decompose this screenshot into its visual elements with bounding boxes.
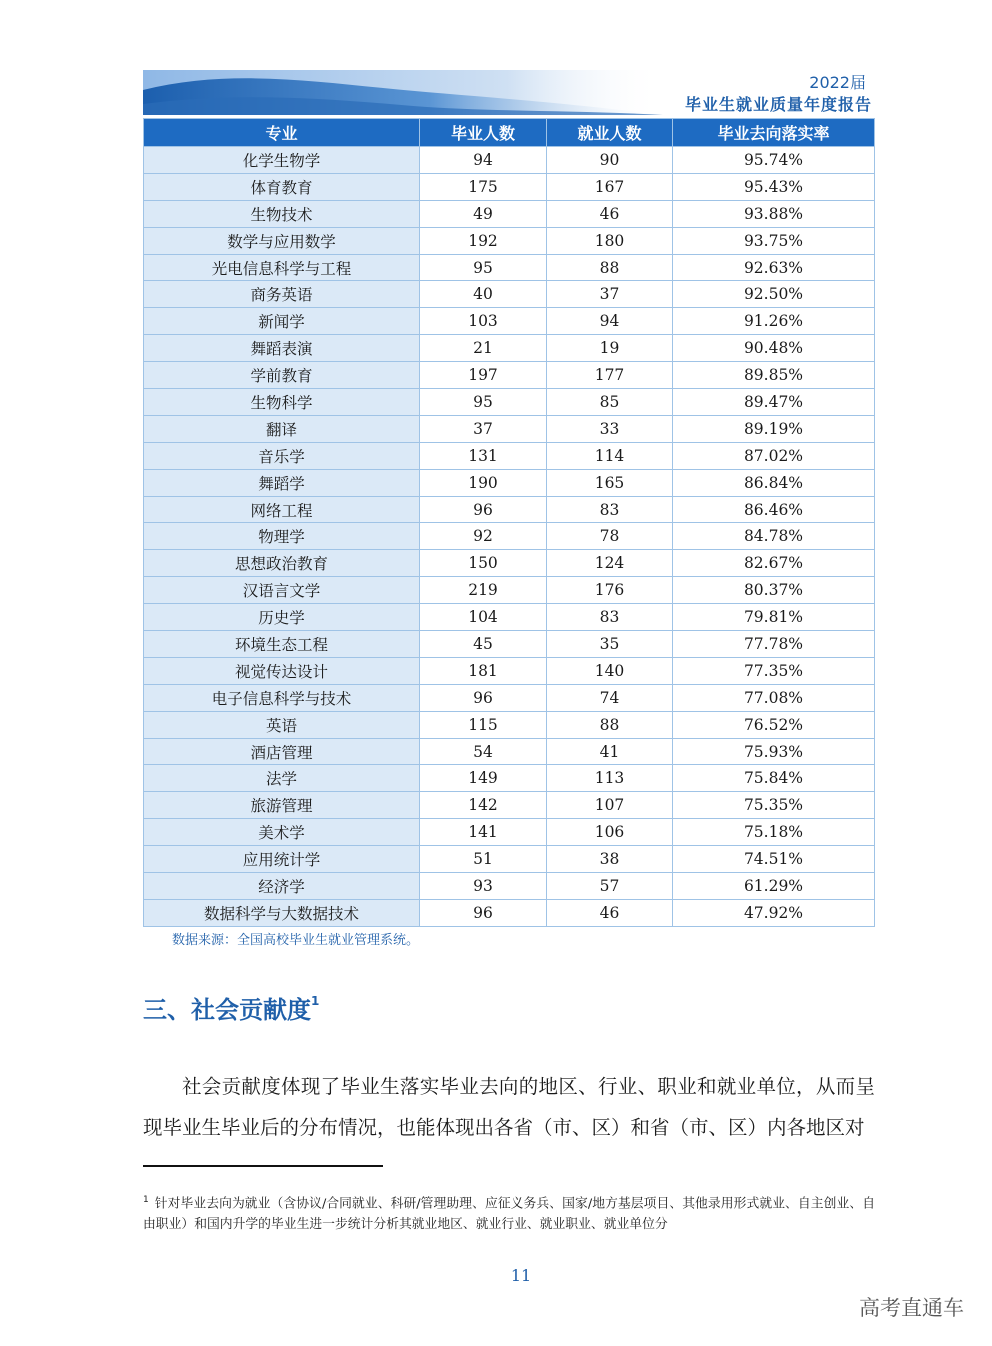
table-row — [144, 684, 875, 711]
table-row — [144, 389, 875, 416]
cell-graduates: 103 — [420, 308, 547, 335]
table-row — [144, 577, 875, 604]
employment-rate-table — [143, 118, 875, 927]
cell-rate: 75.93% — [673, 738, 875, 765]
cell-major: 生物技术 — [144, 200, 420, 227]
cell-major: 汉语言文学 — [144, 577, 420, 604]
cell-graduates: 95 — [420, 254, 547, 281]
cell-major: 生物科学 — [144, 389, 420, 416]
cell-rate: 92.50% — [673, 281, 875, 308]
cell-rate: 47.92% — [673, 899, 875, 926]
cell-major: 历史学 — [144, 604, 420, 631]
cell-graduates: 197 — [420, 362, 547, 389]
cell-graduates: 104 — [420, 604, 547, 631]
cell-major: 化学生物学 — [144, 147, 420, 174]
cell-major: 体育教育 — [144, 173, 420, 200]
cell-rate: 90.48% — [673, 335, 875, 362]
cell-major: 数据科学与大数据技术 — [144, 899, 420, 926]
table-row — [144, 657, 875, 684]
table-row — [144, 173, 875, 200]
cell-employed: 106 — [547, 819, 673, 846]
cell-graduates: 115 — [420, 711, 547, 738]
cell-major: 商务英语 — [144, 281, 420, 308]
cell-rate: 74.51% — [673, 846, 875, 873]
cell-major: 思想政治教育 — [144, 550, 420, 577]
footnote — [143, 1190, 875, 1235]
cell-rate: 77.08% — [673, 684, 875, 711]
cell-employed: 33 — [547, 415, 673, 442]
cell-rate: 95.43% — [673, 173, 875, 200]
table-row — [144, 846, 875, 873]
cell-rate: 91.26% — [673, 308, 875, 335]
cell-graduates: 149 — [420, 765, 547, 792]
table-row — [144, 496, 875, 523]
cell-graduates: 181 — [420, 657, 547, 684]
cell-major: 旅游管理 — [144, 792, 420, 819]
cell-rate: 87.02% — [673, 442, 875, 469]
table-row — [144, 711, 875, 738]
table-body — [144, 147, 875, 927]
cell-employed: 74 — [547, 684, 673, 711]
table-row — [144, 631, 875, 658]
cell-major: 物理学 — [144, 523, 420, 550]
cell-graduates: 94 — [420, 147, 547, 174]
table-row — [144, 738, 875, 765]
cell-employed: 176 — [547, 577, 673, 604]
cell-major: 视觉传达设计 — [144, 657, 420, 684]
cell-graduates: 96 — [420, 899, 547, 926]
cell-graduates: 219 — [420, 577, 547, 604]
cell-employed: 41 — [547, 738, 673, 765]
cell-graduates: 93 — [420, 873, 547, 900]
cell-rate: 89.47% — [673, 389, 875, 416]
cell-graduates: 37 — [420, 415, 547, 442]
cell-employed: 167 — [547, 173, 673, 200]
cell-graduates: 96 — [420, 496, 547, 523]
cell-graduates: 49 — [420, 200, 547, 227]
cell-graduates: 40 — [420, 281, 547, 308]
table-row — [144, 335, 875, 362]
column-header-employed: 就业人数 — [547, 119, 673, 147]
cell-graduates: 142 — [420, 792, 547, 819]
table-row — [144, 200, 875, 227]
table-row — [144, 604, 875, 631]
cell-employed: 85 — [547, 389, 673, 416]
footnote-divider — [143, 1165, 383, 1167]
cell-employed: 177 — [547, 362, 673, 389]
cell-graduates: 51 — [420, 846, 547, 873]
cell-graduates: 45 — [420, 631, 547, 658]
cell-rate: 84.78% — [673, 523, 875, 550]
cell-employed: 90 — [547, 147, 673, 174]
cell-employed: 94 — [547, 308, 673, 335]
table-row — [144, 550, 875, 577]
table-row — [144, 227, 875, 254]
cell-employed: 57 — [547, 873, 673, 900]
cell-rate: 89.19% — [673, 415, 875, 442]
cell-rate: 61.29% — [673, 873, 875, 900]
cell-employed: 19 — [547, 335, 673, 362]
cell-employed: 46 — [547, 899, 673, 926]
cell-major: 美术学 — [144, 819, 420, 846]
cell-major: 学前教育 — [144, 362, 420, 389]
cell-employed: 46 — [547, 200, 673, 227]
cell-major: 光电信息科学与工程 — [144, 254, 420, 281]
cell-employed: 35 — [547, 631, 673, 658]
table-header-row — [144, 119, 875, 147]
cell-employed: 140 — [547, 657, 673, 684]
watermark-text: 高考直通车 — [859, 1296, 964, 1320]
report-year: 2022届 — [809, 73, 866, 92]
cell-employed: 78 — [547, 523, 673, 550]
cell-employed: 113 — [547, 765, 673, 792]
cell-rate: 79.81% — [673, 604, 875, 631]
table-row — [144, 281, 875, 308]
cell-employed: 38 — [547, 846, 673, 873]
cell-major: 音乐学 — [144, 442, 420, 469]
cell-rate: 93.88% — [673, 200, 875, 227]
cell-graduates: 150 — [420, 550, 547, 577]
cell-rate: 76.52% — [673, 711, 875, 738]
cell-employed: 37 — [547, 281, 673, 308]
cell-rate: 82.67% — [673, 550, 875, 577]
cell-employed: 107 — [547, 792, 673, 819]
table-row — [144, 442, 875, 469]
cell-graduates: 54 — [420, 738, 547, 765]
cell-rate: 92.63% — [673, 254, 875, 281]
cell-major: 环境生态工程 — [144, 631, 420, 658]
table-row — [144, 819, 875, 846]
cell-rate: 86.46% — [673, 496, 875, 523]
cell-major: 数学与应用数学 — [144, 227, 420, 254]
table-row — [144, 792, 875, 819]
cell-major: 舞蹈学 — [144, 469, 420, 496]
cell-graduates: 175 — [420, 173, 547, 200]
cell-rate: 93.75% — [673, 227, 875, 254]
footnote-reference: 1 — [311, 994, 320, 1008]
cell-rate: 75.84% — [673, 765, 875, 792]
cell-major: 酒店管理 — [144, 738, 420, 765]
cell-graduates: 21 — [420, 335, 547, 362]
table-row — [144, 469, 875, 496]
table-row — [144, 415, 875, 442]
cell-rate: 95.74% — [673, 147, 875, 174]
table-row — [144, 362, 875, 389]
table-row — [144, 873, 875, 900]
body-paragraph: 社会贡献度体现了毕业生落实毕业去向的地区、行业、职业和就业单位，从而呈现毕业生毕业后的分布情况，也能体现出各省（市、区）和省（市、区）内各地区对 — [143, 1075, 875, 1139]
page-number: 11 — [510, 1266, 532, 1285]
cell-rate: 80.37% — [673, 577, 875, 604]
column-header-major: 专业 — [144, 119, 420, 147]
cell-graduates: 92 — [420, 523, 547, 550]
cell-employed: 88 — [547, 254, 673, 281]
column-header-graduates: 毕业人数 — [420, 119, 547, 147]
cell-employed: 88 — [547, 711, 673, 738]
cell-graduates: 95 — [420, 389, 547, 416]
cell-major: 网络工程 — [144, 496, 420, 523]
cell-graduates: 131 — [420, 442, 547, 469]
data-source-note: 数据来源：全国高校毕业生就业管理系统。 — [172, 933, 420, 948]
cell-major: 英语 — [144, 711, 420, 738]
cell-rate: 77.78% — [673, 631, 875, 658]
cell-graduates: 190 — [420, 469, 547, 496]
column-header-rate: 毕业去向落实率 — [673, 119, 875, 147]
report-title: 毕业生就业质量年度报告 — [684, 95, 872, 114]
cell-major: 新闻学 — [144, 308, 420, 335]
cell-major: 法学 — [144, 765, 420, 792]
cell-major: 舞蹈表演 — [144, 335, 420, 362]
cell-graduates: 141 — [420, 819, 547, 846]
cell-major: 翻译 — [144, 415, 420, 442]
section-heading — [143, 990, 319, 1025]
footnote-text: 针对毕业去向为就业（含协议/合同就业、科研/管理助理、应征义务兵、国家/地方基层项目、其他录用形式就业、自主创业、自由职业）和国内升学的毕业生进一步统计分析其就业地区、就业行业、就业职业、就业单位分 — [143, 1196, 875, 1233]
cell-employed: 180 — [547, 227, 673, 254]
table-row — [144, 254, 875, 281]
cell-rate: 75.35% — [673, 792, 875, 819]
cell-rate: 86.84% — [673, 469, 875, 496]
cell-graduates: 192 — [420, 227, 547, 254]
table-row — [144, 147, 875, 174]
section-heading-text: 三、社会贡献度 — [143, 996, 311, 1024]
cell-rate: 89.85% — [673, 362, 875, 389]
table-row — [144, 899, 875, 926]
cell-employed: 83 — [547, 604, 673, 631]
cell-graduates: 96 — [420, 684, 547, 711]
cell-major: 电子信息科学与技术 — [144, 684, 420, 711]
table-row — [144, 765, 875, 792]
table-row — [144, 308, 875, 335]
footnote-mark: 1 — [143, 1195, 149, 1205]
cell-rate: 75.18% — [673, 819, 875, 846]
cell-employed: 165 — [547, 469, 673, 496]
cell-major: 经济学 — [144, 873, 420, 900]
cell-major: 应用统计学 — [144, 846, 420, 873]
table-row — [144, 523, 875, 550]
cell-employed: 83 — [547, 496, 673, 523]
cell-rate: 77.35% — [673, 657, 875, 684]
cell-employed: 124 — [547, 550, 673, 577]
cell-employed: 114 — [547, 442, 673, 469]
